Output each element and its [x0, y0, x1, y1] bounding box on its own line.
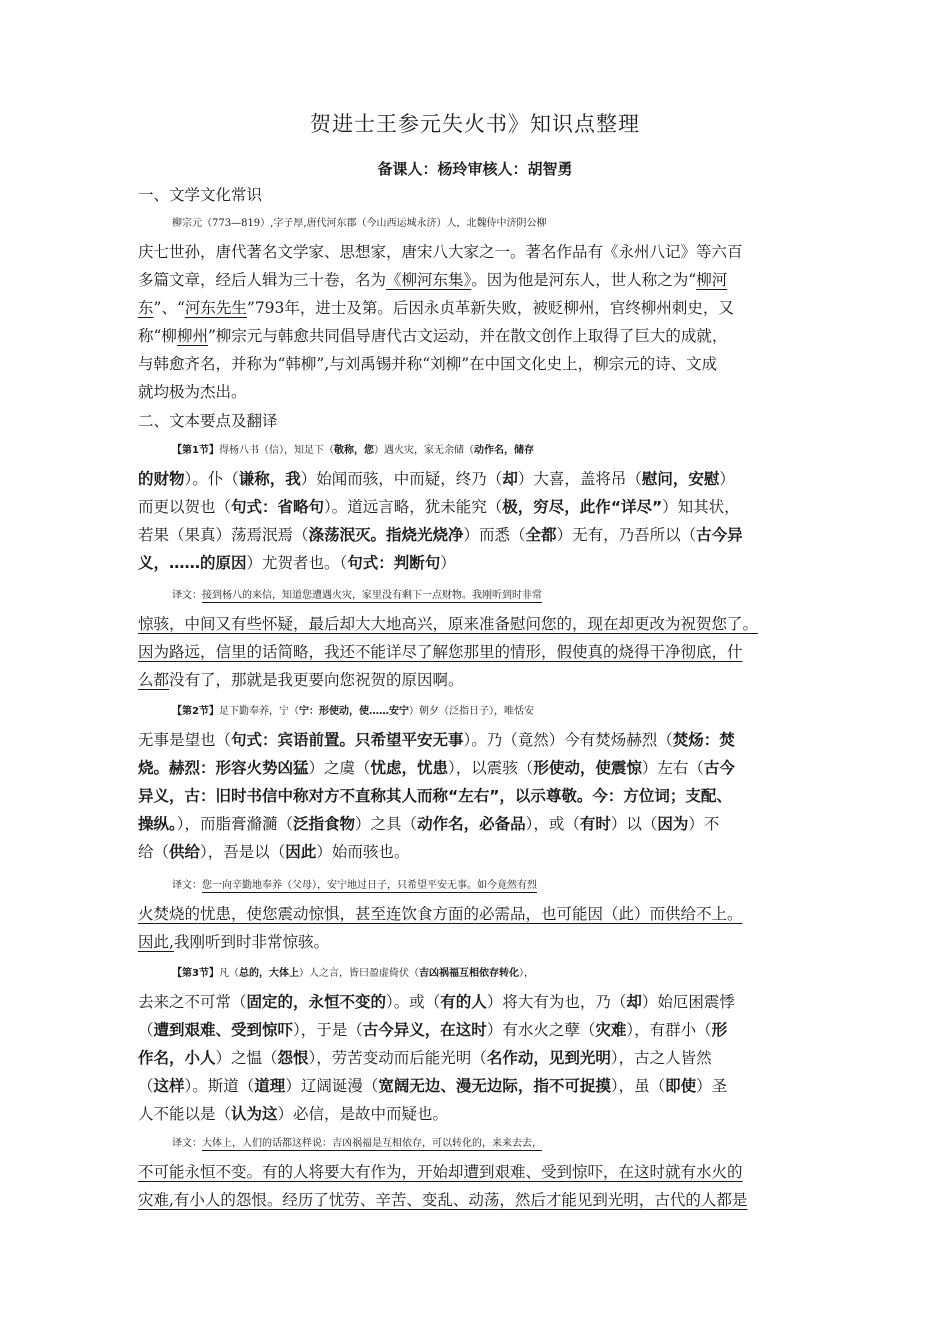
- translation-line: 译文：接到杨八的来信，知道您遭遇火灾，家里没有剩下一点财物。我刚听到时非常: [172, 590, 542, 601]
- section-marker: 【第2节】: [172, 706, 219, 717]
- paragraph-line: 【第1节】得杨八书（信），知足下（敬称，您）遇火灾，家无余储（动作名，储存: [172, 445, 534, 456]
- paragraph-line: 与韩愈齐名，并称为“韩柳”,与刘禹锡并称“刘柳”在中国文化史上，柳宗元的诗、文成: [138, 355, 718, 373]
- page-title: 贺进士王参元失火书》知识点整理: [310, 112, 640, 136]
- underlined-term: 柳河: [696, 271, 728, 289]
- section-heading-literature: 一、文学文化常识: [138, 186, 263, 204]
- section-marker: 【第1节】: [172, 445, 219, 456]
- paragraph-line: （遭到艰难、受到惊吓），于是（古今异义，在这时）有水火之孽（灾难），有群小（形: [138, 1021, 728, 1039]
- translation-line: 不可能永恒不变。有的人将要大有作为，开始却遭到艰难、受到惊吓，在这时就有水火的: [138, 1163, 743, 1181]
- paragraph-line: 去来之不可常（固定的，永恒不变的）。或（有的人）将大有为也，乃（却）始厄困震悸: [138, 993, 735, 1011]
- underlined-term: 柳州: [176, 327, 208, 345]
- paragraph-line: 而更以贺也（句式：省略句）。道远言略，犹未能究（极，穷尽，此作“详尽”）知其状，: [138, 498, 740, 516]
- underlined-term: 《柳河东集》: [386, 271, 472, 289]
- underlined-term: 河东先生: [184, 299, 247, 317]
- section-marker: 【第3节】: [172, 968, 219, 979]
- translation-line: 惊骇，中间又有些怀疑，最后却大大地高兴，原来准备慰问您的，现在却更改为祝贺您了。: [138, 615, 759, 633]
- paragraph-line: 无事是望也（句式：宾语前置。只希望平安无事）。乃（竟然）今有焚炀赫烈（焚炀：焚: [138, 731, 735, 749]
- paragraph-line: 就均极为杰出。: [138, 383, 247, 401]
- paragraph-line: 人不能以是（认为这）必信，是故中而疑也。: [138, 1105, 449, 1123]
- translation-line: 火焚烧的忧患，使您震动惊惧，甚至连饮食方面的必需品，也可能因（此）而供给不上。: [138, 905, 743, 923]
- paragraph-line: 的财物）。仆（谦称，我）始闻而骇，中而疑，终乃（却）大喜，盖将吊（慰问，安慰）: [138, 470, 735, 488]
- paragraph-line: 给（供给），吾是以（因此）始而骇也。: [138, 843, 410, 861]
- section-heading-translation: 二、文本要点及翻译: [138, 412, 278, 430]
- translation-line: 译文：大体上，人们的话都这样说：吉凶祸福是互相依存，可以转化的，来来去去，: [172, 1138, 542, 1149]
- paragraph-line: 柳宗元（773—819）,字子厚,唐代河东郡（今山西运城永济）人，北魏侍中济阴公柳: [172, 218, 547, 229]
- paragraph-line: 多篇文章，经后人辑为三十卷，名为《柳河东集》。因为他是河东人，世人称之为“柳河: [138, 271, 728, 289]
- paragraph-line: 烧。赫烈：形容火势凶猛）之虞（忧虑，忧患），以震骇（形使动，使震惊）左右（古今: [138, 759, 735, 777]
- paragraph-line: 若果（果真）荡焉泯焉（涤荡泯灭。指烧光烧净）而悉（全都）无有，乃吾所以（古今异: [138, 526, 743, 544]
- translation-line: 译文：您一向辛勤地奉养（父母），安宁地过日子，只希望平安无事。如今竟然有烈: [172, 880, 537, 891]
- translation-line: 因此,我刚听到时非常惊骇。: [138, 933, 329, 951]
- preparers-line: 备课人：杨玲审核人：胡智勇: [377, 160, 573, 178]
- paragraph-line: 【第3节】凡（总的，大体上）人之言，皆曰盈虚倚伏（吉凶祸福互相依存转化），: [172, 968, 534, 979]
- paragraph-line: 称“柳柳州”柳宗元与韩愈共同倡导唐代古文运动，并在散文创作上取得了巨大的成就，: [138, 327, 728, 345]
- paragraph-line: 义，……的原因）尤贺者也。（句式：判断句）: [138, 554, 456, 572]
- translation-line: 因为路远，信里的话简略，我还不能详尽了解您那里的情形，假使真的烧得干净彻底，什: [138, 643, 743, 661]
- paragraph-line: 作名，小人）之愠（怨恨），劳苦变动而后能光明（名作动，见到光明），古之人皆然: [138, 1049, 712, 1067]
- paragraph-line: （这样）。斯道（道理）辽阔诞漫（宽阔无边、漫无边际，指不可捉摸），虽（即使）圣: [138, 1077, 728, 1095]
- translation-line: 灾难,有小人的怨恨。经历了忧劳、辛苦、变乱、动荡，然后才能见到光明，古代的人都是: [138, 1191, 748, 1209]
- paragraph-line: 东”、“河东先生”793年，进士及第。后因永贞革新失败，被贬柳州，官终柳州刺史，又: [138, 299, 734, 317]
- paragraph-line: 异义，古：旧时书信中称对方不直称其人而称“左右”，以示尊敬。今：方位词；支配、: [138, 787, 732, 805]
- paragraph-line: 【第2节】足下勤奉养，宁（宁：形使动，使……安宁）朝夕（泛指日子），唯恬安: [172, 706, 534, 717]
- translation-line: 么都没有了，那就是我更要向您祝贺的原因啊。: [138, 671, 464, 689]
- paragraph-line: 庆七世孙，唐代著名文学家、思想家，唐宋八大家之一。著名作品有《永州八记》等六百: [138, 243, 743, 261]
- paragraph-line: 操纵。），而脂膏滫瀡（泛指食物）之具（动作名，必备品），或（有时）以（因为）不: [138, 815, 720, 833]
